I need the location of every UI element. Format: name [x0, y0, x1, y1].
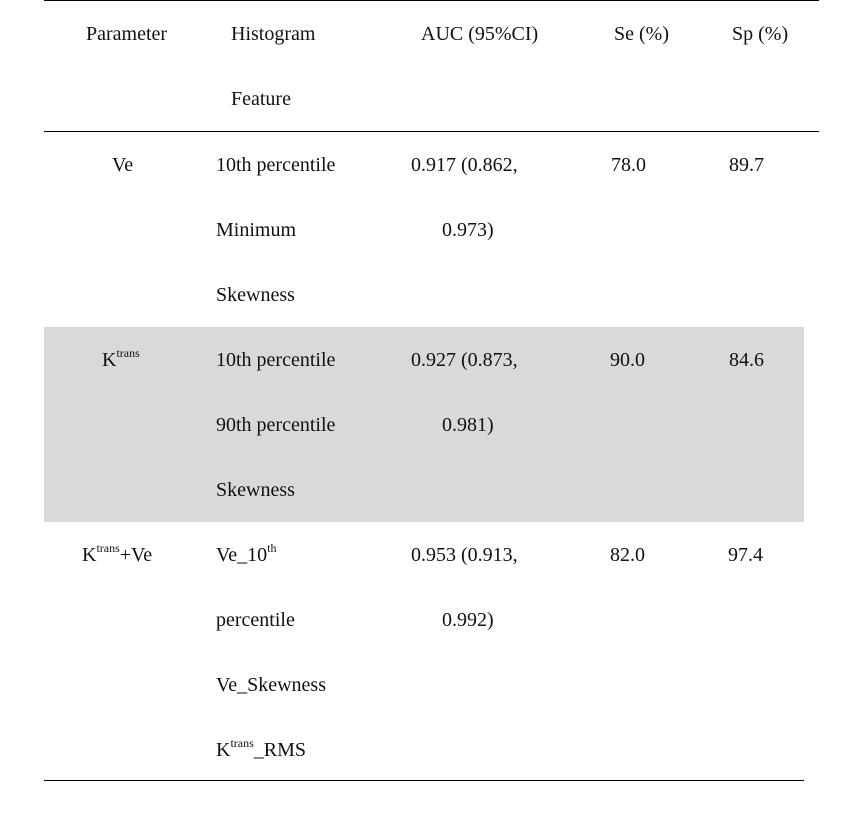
- top-rule: [44, 0, 819, 1]
- row-se: 90.0: [610, 349, 645, 371]
- header-feature: Feature: [231, 88, 291, 110]
- header-se: Se (%): [614, 23, 669, 45]
- row-se: 82.0: [610, 544, 645, 566]
- row-feature: 10th percentile: [216, 349, 336, 371]
- row-parameter: $K^{trans}+Ve$: [82, 541, 153, 566]
- row-feature: 10th percentile: [216, 154, 336, 176]
- row-feature: Ve_Skewness: [216, 674, 326, 696]
- row-feature: Skewness: [216, 479, 295, 501]
- header-histogram: Histogram: [231, 23, 316, 45]
- row-auc-cont: 0.973): [442, 219, 494, 241]
- row-parameter: $K^{trans}$: [102, 346, 140, 371]
- row-sp: 89.7: [729, 154, 764, 176]
- bottom-rule: [44, 780, 804, 781]
- row-feature: 90th percentile: [216, 414, 336, 436]
- row-sp: 97.4: [728, 544, 763, 566]
- header-parameter: Parameter: [86, 23, 168, 45]
- row-feature: Skewness: [216, 284, 295, 306]
- row-auc-cont: 0.992): [442, 609, 494, 631]
- header-rule: [44, 131, 819, 132]
- row-feature: $K^{trans}\_RMS$: [216, 736, 307, 761]
- row-auc: 0.953 (0.913,: [411, 544, 518, 566]
- row-parameter: Ve: [112, 154, 134, 176]
- row-feature: Minimum: [216, 219, 297, 241]
- row-sp: 84.6: [729, 349, 764, 371]
- row-auc-cont: 0.981): [442, 414, 494, 436]
- header-auc: AUC (95%CI): [421, 23, 539, 45]
- row-auc: 0.917 (0.862,: [411, 154, 518, 176]
- row-feature: percentile: [216, 609, 295, 631]
- row-feature: Ve_10th: [216, 541, 277, 566]
- header-sp: Sp (%): [732, 23, 789, 45]
- row-se: 78.0: [611, 154, 646, 176]
- row-auc: 0.927 (0.873,: [411, 349, 518, 371]
